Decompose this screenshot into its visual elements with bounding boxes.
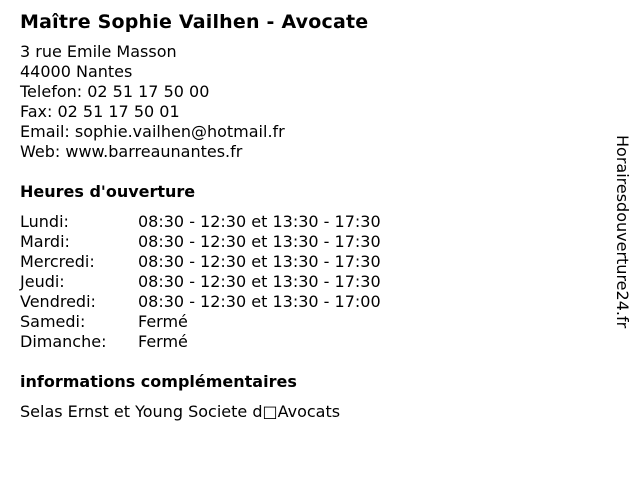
hours-value: 08:30 - 12:30 et 13:30 - 17:30 bbox=[138, 252, 381, 271]
day-label: Mercredi: bbox=[20, 252, 95, 271]
phone-number: Telefon: 02 51 17 50 00 bbox=[20, 82, 210, 101]
additional-info-heading: informations complémentaires bbox=[20, 372, 297, 391]
hours-row-tuesday bbox=[20, 232, 600, 252]
day-label: Vendredi: bbox=[20, 292, 96, 311]
day-label: Jeudi: bbox=[20, 272, 65, 291]
business-card bbox=[20, 10, 600, 422]
day-label: Dimanche: bbox=[20, 332, 107, 351]
contact-block bbox=[20, 42, 600, 162]
hours-row-friday bbox=[20, 292, 600, 312]
street-address: 3 rue Emile Masson bbox=[20, 42, 177, 61]
email-address: Email: sophie.vailhen@hotmail.fr bbox=[20, 122, 285, 141]
hours-row-thursday bbox=[20, 272, 600, 292]
hours-value: 08:30 - 12:30 et 13:30 - 17:00 bbox=[138, 292, 381, 311]
hours-value: Fermé bbox=[138, 332, 188, 351]
page-title: Maître Sophie Vailhen - Avocate bbox=[20, 11, 369, 33]
hours-value: 08:30 - 12:30 et 13:30 - 17:30 bbox=[138, 212, 381, 231]
website: Web: www.barreaunantes.fr bbox=[20, 142, 243, 161]
hours-value: 08:30 - 12:30 et 13:30 - 17:30 bbox=[138, 272, 381, 291]
site-watermark: Horairesdouverture24.fr bbox=[613, 135, 632, 329]
opening-hours-heading: Heures d'ouverture bbox=[20, 182, 196, 201]
hours-row-sunday bbox=[20, 332, 600, 352]
fax-number: Fax: 02 51 17 50 01 bbox=[20, 102, 180, 121]
opening-hours-table bbox=[20, 212, 600, 352]
hours-row-saturday bbox=[20, 312, 600, 332]
city-postcode: 44000 Nantes bbox=[20, 62, 133, 81]
hours-row-wednesday bbox=[20, 252, 600, 272]
day-label: Lundi: bbox=[20, 212, 69, 231]
hours-row-monday bbox=[20, 212, 600, 232]
hours-value: 08:30 - 12:30 et 13:30 - 17:30 bbox=[138, 232, 381, 251]
day-label: Mardi: bbox=[20, 232, 70, 251]
additional-info-text: Selas Ernst et Young Societe d□Avocats bbox=[20, 402, 341, 421]
day-label: Samedi: bbox=[20, 312, 86, 331]
hours-value: Fermé bbox=[138, 312, 188, 331]
